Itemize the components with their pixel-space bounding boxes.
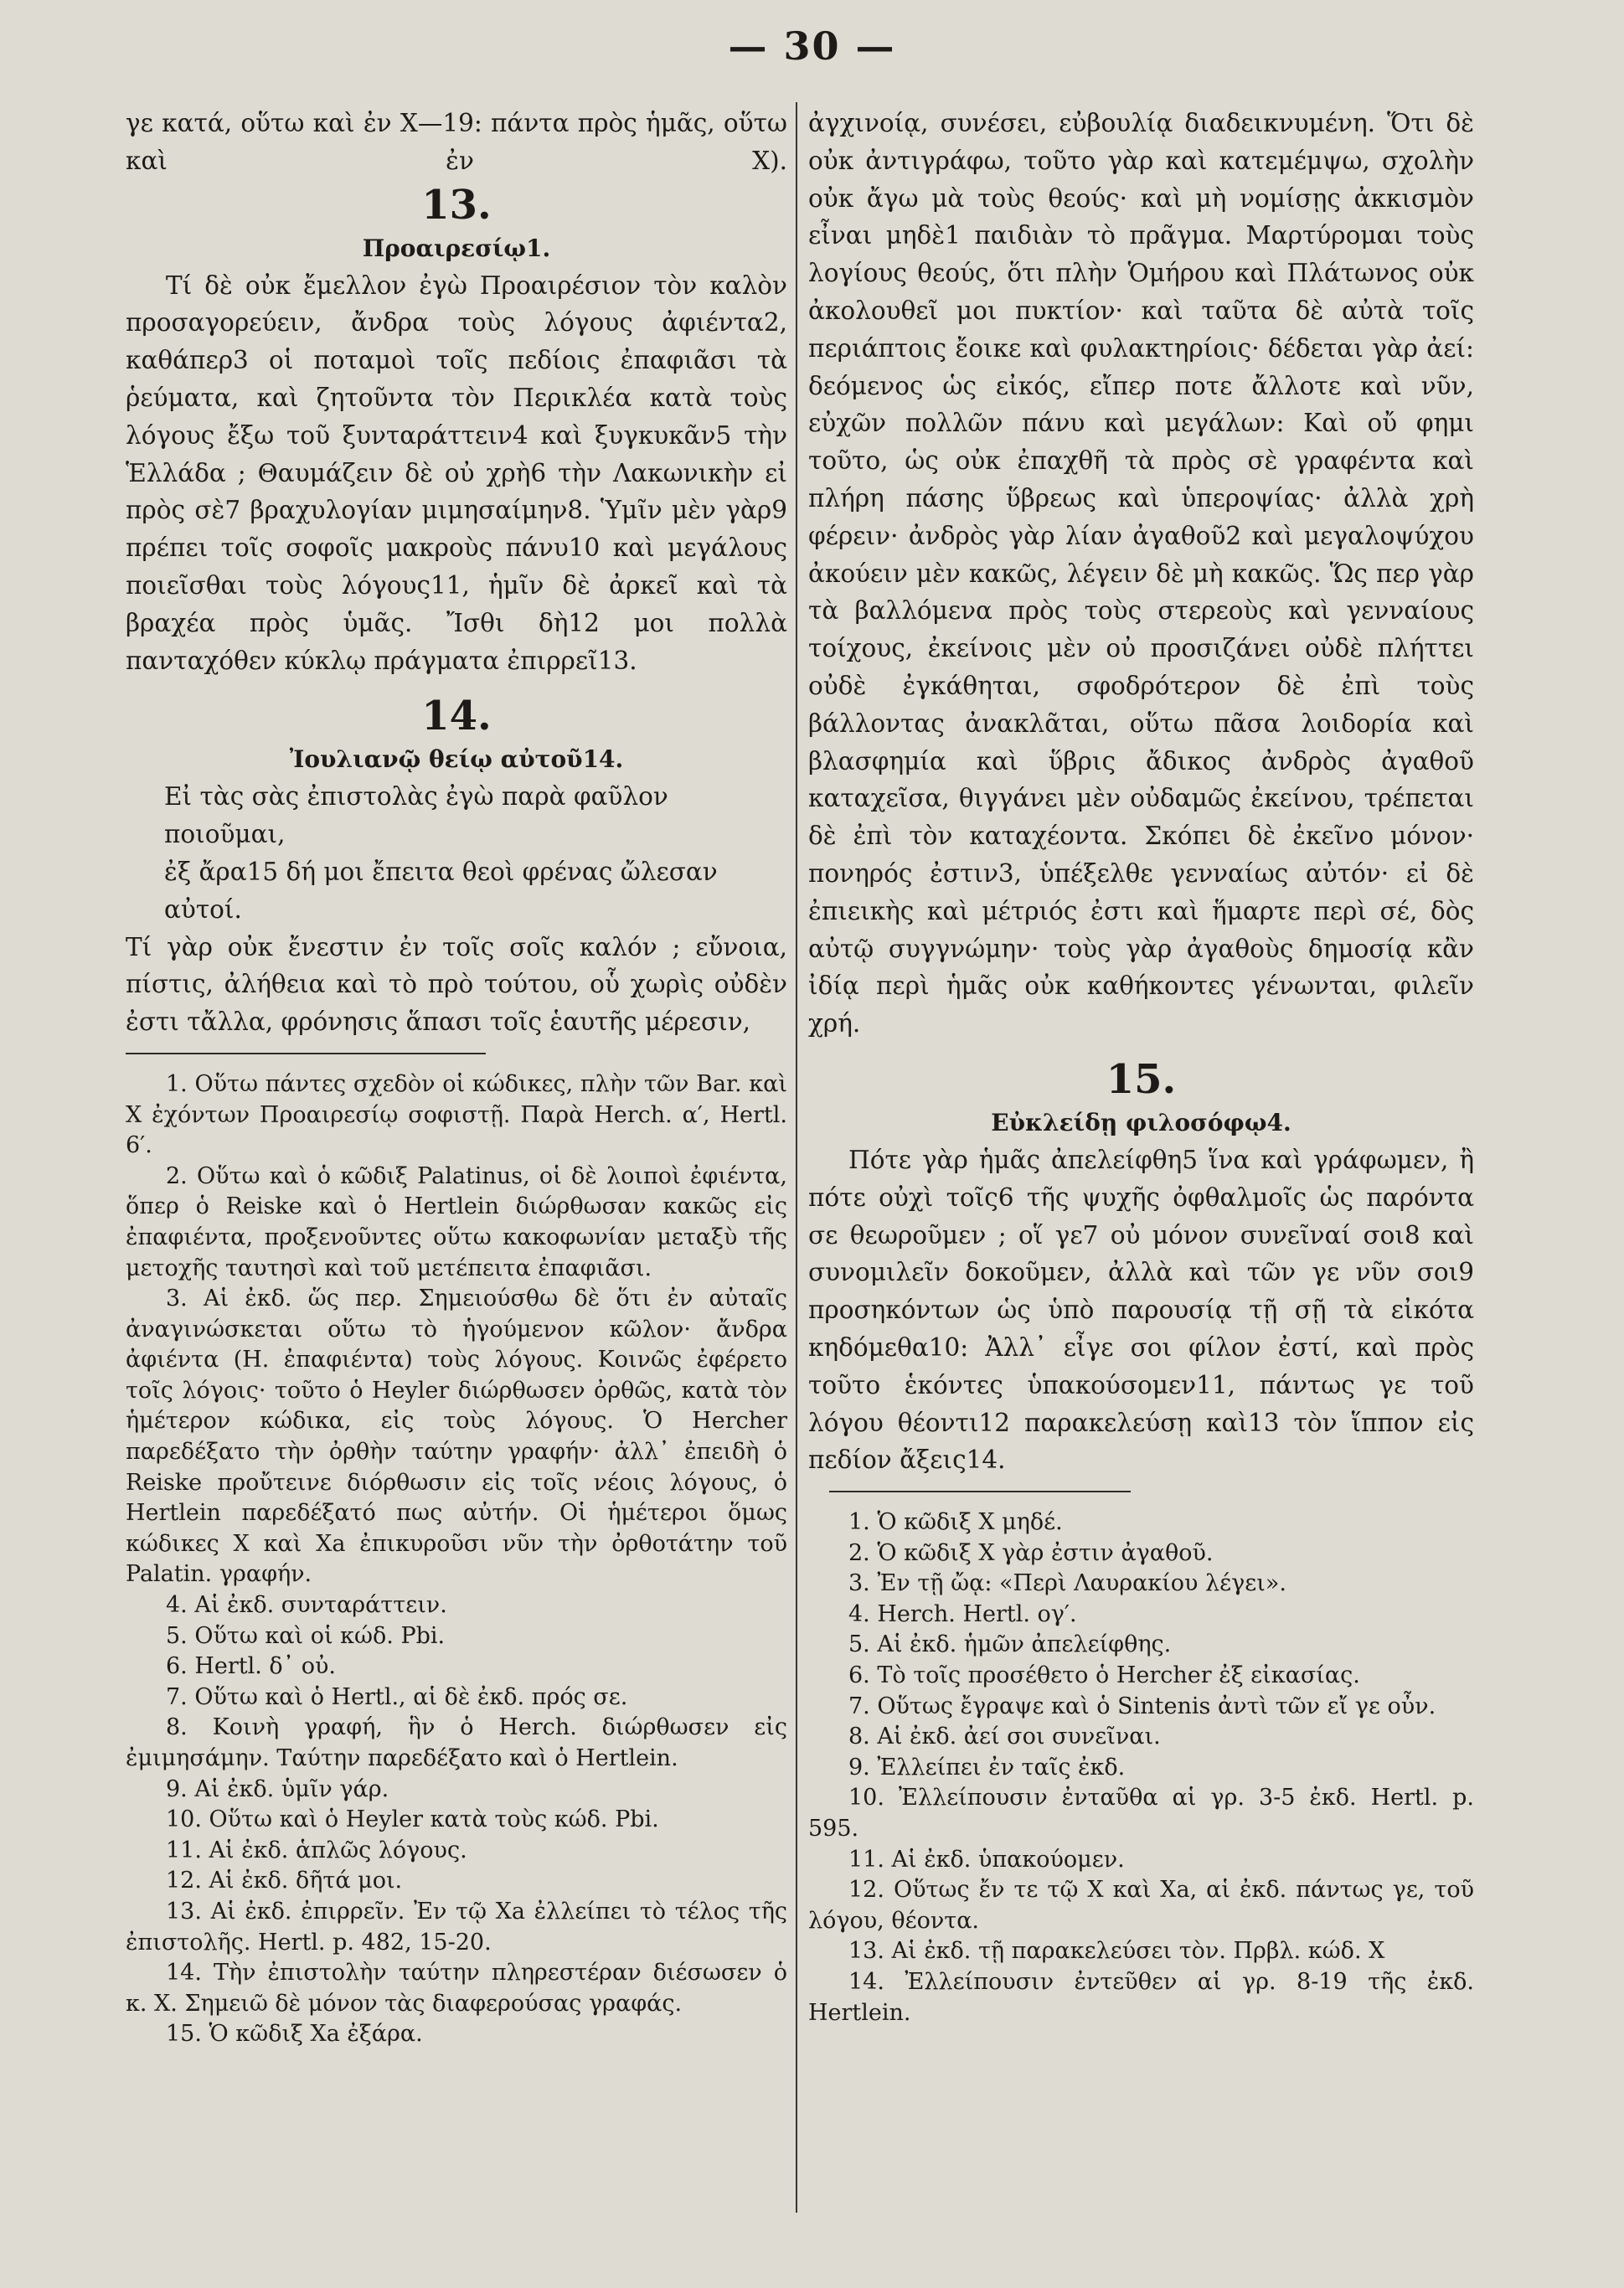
footnote: 8. Κοινὴ γραφή, ἣν ὁ Herch. διώρθωσεν εἰς ἐμιμησάμην. Ταύτην παρεδέξατο καὶ ὁ Hertlein. xyxy=(126,1714,787,1771)
section-15-text: Πότε γὰρ ἡμᾶς ἀπελείφθη5 ἵνα καὶ γράφωμεν, ἢ πότε οὐχὶ τοῖς6 τῆς ψυχῆς ὀφθαλμοῖς ὡς παρόντα σε θεωροῦμεν ; οἵ γε7 οὐ μόνον συνεῖναί σοι8 καὶ συνομιλεῖν δοκοῦμεν, ἀλλὰ καὶ τῶν γε νῦν σοι9 προσηκόντων ὡς ὑπὸ παρουσίᾳ τῇ σῇ τὰ εἰκότα κηδόμεθα10: Ἀλλ᾽ εἶγε σοι φίλον ἐστί, καὶ πρὸς τοῦτο ἑκόντες ὑπακούσομεν11, πάντως γε τοῦ λόγου θέοντι12 παρακελεύσῃ καὶ13 τὸν ἵππον εἰς πεδίον ἄξεις14. xyxy=(808,1145,1474,1475)
continuation-paragraph: ἀγχινοίᾳ, συνέσει, εὐβουλίᾳ διαδεικνυμένη. Ὅτι δὲ οὐκ ἀντιγράφω, τοῦτο γὰρ καὶ κατεμέμψω, σχολὴν οὐκ ἄγω μὰ τοὺς θεούς· καὶ μὴ νομίσῃς ἀκκισμὸν εἶναι μηδὲ1 παιδιὰν τὸ πρᾶγμα. Μαρτύρομαι τοὺς λογίους θεούς, ὅτι πλὴν Ὁμήρου καὶ Πλάτωνος οὐκ ἀκολουθεῖ μοι πυκτίον· καὶ ταῦτα δὲ αὐτὰ τοῖς περιάπτοις ἔοικε καὶ φυλακτηρίοις· δέδεται γὰρ ἀεί: δεόμενος ὡς εἰκός, εἴπερ ποτε ἄλλοτε καὶ νῦν, εὐχῶν πολλῶν πάνυ καὶ μεγάλων: Καὶ οὔ φημι τοῦτο, ὡς οὐκ ἐπαχθῆ τὰ πρὸς σὲ γραφέντα καὶ πλήρη πάσης ὕβρεως καὶ ὑπεροψίας· ἀλλὰ χρὴ φέρειν· ἀνδρὸς γὰρ λίαν ἀγαθοῦ2 καὶ μεγαλοψύχου ἀκούειν μὲν κακῶς, λέγειν δὲ μὴ κακῶς. Ὥς περ γὰρ τὰ βαλλόμενα πρὸς τοὺς στερεοὺς καὶ γενναίους τοίχους, ἐκείνοις μὲν οὐ προσιζάνει οὐδὲ πλήττει οὐδὲ ἐγκάθηται, σφοδρότερον δὲ ἐπὶ τοὺς βάλλοντας ἀνακλᾶται, οὕτω πᾶσα λοιδορία καὶ βλασφημία καὶ ὕβρις ἄδικος ἀνδρὸς ἀγαθοῦ καταχεῖσα, θιγγάνει μὲν οὐδαμῶς ἐκείνου, τρέπεται δὲ ἐπὶ τὸν καταχέοντα. Σκόπει δὲ ἐκεῖνο μόνον· πονηρός ἐστιν3, ὑπέξελθε γενναίως αὐτόν· εἰ δὲ ἐπιεικὴς καὶ μέτριός ἐστι καὶ ἥμαρτε περὶ σέ, δὸς αὐτῷ συγγνώμην· τοὺς γὰρ ἀγαθοὺς δημοσίᾳ κἂν ἰδίᾳ περὶ ἡμᾶς οὐκ καθήκοντες γένωνται, φιλεῖν χρή. xyxy=(808,109,1474,1038)
footnote: 6. Hertl. δ᾽ οὐ. xyxy=(166,1653,337,1680)
column-divider xyxy=(796,102,797,2213)
section-13-title: Προαιρεσίῳ1. xyxy=(362,234,551,262)
section-14-title: Ἰουλιανῷ θείῳ αὐτοῦ14. xyxy=(289,745,624,774)
footnote: 11. Αἱ ἐκδ. ὑπακούομεν. xyxy=(848,1846,1125,1873)
footnote: 3. Αἱ ἐκδ. ὥς περ. Σημειούσθω δὲ ὅτι ἐν αὐταῖς ἀναγινώσκεται οὕτω τὸ ἡγούμενον κῶλον· ἄνδρα ἀφιέντα (Η. ἐπαφιέντα) τοὺς λόγους. Κοινῶς ἐφέρετο τοῖς λόγοις· τοῦτο ὁ Heyler διώρθωσεν ὀρθῶς, κατὰ τὸν ἡμέτερον κώδικα, εἰς τοὺς λόγους. Ὁ Hercher παρεδέξατο τὴν ὀρθὴν ταύτην γραφήν· ἀλλ᾽ ἐπειδὴ ὁ Reiske προὔτεινε διόρθωσιν εἰς τοῖς νέοις λόγους, ὁ Hertlein παρεδέξατό πως αὐτήν. Οἱ ἡμέτεροι ὅμως κώδικες Χ καὶ Χa ἐπικυροῦσι νῦν τὴν ὀρθοτάτην τοῦ Palatin. γραφήν. xyxy=(126,1286,787,1588)
footnote-rule xyxy=(829,1491,1131,1492)
footnote: 1. Οὕτω πάντες σχεδὸν οἱ κώδικες, πλὴν τῶν Bar. καὶ Χ ἐχόντων Προαιρεσίῳ σοφιστῇ. Παρὰ Herch. α′, Hertl. 6′. xyxy=(126,1070,787,1159)
footnote: 3. Ἐν τῇ ὤᾳ: «Περὶ Λαυρακίου λέγει». xyxy=(848,1570,1286,1597)
section-14-text: Τί γὰρ οὐκ ἔνεστιν ἐν τοῖς σοῖς καλόν ; εὔνοια, πίστις, ἀλήθεια καὶ τὸ πρὸ τούτου, οὗ χωρὶς οὐδὲν ἐστι τἄλλα, φρόνησις ἅπασι τοῖς ἑαυτῆς μέρεσιν, xyxy=(126,932,787,1037)
section-13-text: Τί δὲ οὐκ ἔμελλον ἐγὼ Προαιρέσιον τὸν καλὸν προσαγορεύειν, ἄνδρα τοὺς λόγους ἀφιέντα2, καθάπερ3 οἱ ποταμοὶ τοῖς πεδίοις ἐπαφιᾶσι τὰ ῥεύματα, καὶ ζητοῦντα τὸν Περικλέα κατὰ τοὺς λόγους ἔξω τοῦ ξυνταράττειν4 καὶ ξυγκυκᾶν5 τὴν Ἑλλάδα ; Θαυμάζειν δὲ οὐ χρὴ6 τὴν Λακωνικὴν εἰ πρὸς σὲ7 βραχυλογίαν μιμησαίμην8. Ὑμῖν μὲν γὰρ9 πρέπει τοῖς σοφοῖς μακροὺς πάνυ10 καὶ μεγάλους ποιεῖσθαι τοὺς λόγους11, ἡμῖν δὲ ἀρκεῖ καὶ τὰ βραχέα πρὸς ὑμᾶς. Ἴσθι δὴ12 μοι πολλὰ πανταχόθεν κύκλῳ πράγματα ἐπιρρεῖ13. xyxy=(126,271,787,675)
footnote: 12. Αἱ ἐκδ. δῆτά μοι. xyxy=(166,1868,403,1894)
right-column xyxy=(808,105,1474,2028)
footnote: 15. Ὁ κῶδιξ Χa ἐξάρα. xyxy=(166,2021,423,2048)
footnote: 5. Αἱ ἐκδ. ἡμῶν ἀπελείφθης. xyxy=(848,1631,1172,1658)
right-footnotes xyxy=(808,1507,1474,2028)
verse-line-2: ἐξ ἄρα15 δή μοι ἔπειτα θεοὶ φρένας ὤλεσαν αὐτοί. xyxy=(164,857,718,924)
footnote: 12. Οὕτως ἔν τε τῷ Χ καὶ Χa, αἱ ἐκδ. πάντως γε, τοῦ λόγου, θέοντα. xyxy=(808,1877,1474,1934)
footnote: 7. Οὕτως ἔγραψε καὶ ὁ Sintenis ἀντὶ τῶν εἴ γε οὖν. xyxy=(848,1693,1436,1719)
section-15-number: 15. xyxy=(1106,1055,1177,1103)
section-15-title: Εὐκλείδῃ φιλοσόφῳ4. xyxy=(991,1108,1291,1136)
footnote: 10. Οὕτω καὶ ὁ Heyler κατὰ τοὺς κώδ. Pbi. xyxy=(166,1806,659,1833)
verse-line-1: Εἰ τὰς σὰς ἐπιστολὰς ἐγὼ παρὰ φαῦλον ποιοῦμαι, xyxy=(164,782,668,849)
footnote: 2. Ὁ κῶδιξ Χ γὰρ ἐστιν ἀγαθοῦ. xyxy=(848,1539,1214,1566)
page-number: — 30 — xyxy=(728,23,896,69)
footnote: 8. Αἱ ἐκδ. ἀεί σοι συνεῖναι. xyxy=(848,1724,1161,1750)
footnote: 14. Τὴν ἐπιστολὴν ταύτην πληρεστέραν διέσωσεν ὁ κ. Χ. Σημειῶ δὲ μόνον τὰς διαφερούσας γραφάς. xyxy=(126,1960,787,2017)
footnote: 1. Ὁ κῶδιξ Χ μηδέ. xyxy=(848,1509,1063,1536)
footnote: 5. Οὕτω καὶ οἱ κώδ. Pbi. xyxy=(166,1622,446,1649)
section-14-number: 14. xyxy=(421,693,492,740)
footnote: 10. Ἐλλείπουσιν ἐνταῦθα αἱ γρ. 3-5 ἐκδ. Hertl. p. 595. xyxy=(808,1785,1474,1842)
footnote: 6. Τὸ τοῖς προσέθετο ὁ Hercher ἐξ εἰκασίας. xyxy=(848,1662,1360,1689)
section-13-number: 13. xyxy=(421,181,492,229)
footnote: 11. Αἱ ἐκδ. ἁπλῶς λόγους. xyxy=(166,1837,467,1863)
footnote: 4. Herch. Hertl. ογ′. xyxy=(848,1600,1077,1627)
footnote: 9. Αἱ ἐκδ. ὑμῖν γάρ. xyxy=(166,1775,389,1802)
left-footnotes xyxy=(126,1069,787,2050)
left-column xyxy=(126,105,787,2050)
footnote: 4. Αἱ ἐκδ. συνταράττειν. xyxy=(166,1592,447,1619)
footnote: 13. Αἱ ἐκδ. τῇ παρακελεύσει τὸν. Πρβλ. κώδ. Χ xyxy=(848,1938,1385,1965)
footnote: 7. Οὕτω καὶ ὁ Hertl., αἱ δὲ ἐκδ. πρός σε. xyxy=(166,1683,628,1710)
footnote-rule xyxy=(126,1053,486,1054)
footnote: 13. Αἱ ἐκδ. ἐπιρρεῖν. Ἐν τῷ Χa ἐλλείπει τὸ τέλος τῆς ἐπιστολῆς. Hertl. p. 482, 15-20. xyxy=(126,1898,787,1956)
intro-paragraph: γε κατά, οὕτω καὶ ἐν Χ—19: πάντα πρὸς ἡμᾶς, οὕτω καὶ ἐν Χ). xyxy=(126,109,787,175)
footnote: 9. Ἐλλείπει ἐν ταῖς ἐκδ. xyxy=(848,1754,1126,1780)
footnote: 2. Οὕτω καὶ ὁ κῶδιξ Palatinus, οἱ δὲ λοιποὶ ἐφιέντα, ὅπερ ὁ Reiske καὶ ὁ Hertlein διώρθωσαν κακῶς εἰς ἐπαφιέντα, προξενοῦντες οὕτω κακοφωνίαν μεταξὺ τῆς μετοχῆς ταυτησὶ καὶ τοῦ μετέπειτα ἐπαφιᾶσι. xyxy=(126,1162,787,1281)
footnote: 14. Ἐλλείπουσιν ἐντεῦθεν αἱ γρ. 8-19 τῆς ἐκδ. Hertlein. xyxy=(808,1969,1474,2026)
